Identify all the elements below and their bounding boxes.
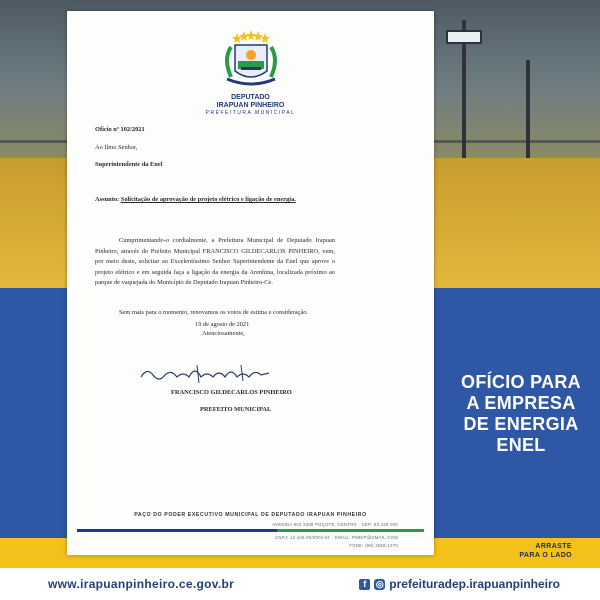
- swipe-hint-line2: PARA O LADO: [519, 552, 572, 559]
- letter-footer-org: PAÇO DO PODER EXECUTIVO MUNICIPAL DE DEPUTADO IRAPUAN PINHEIRO: [134, 512, 367, 518]
- subject: [95, 196, 296, 204]
- letter-date: 19 de agosto de 2021: [195, 321, 250, 328]
- closing-word: Atenciosamente,: [202, 330, 245, 337]
- signature-icon: [137, 363, 277, 385]
- footer-rule-navy: [77, 529, 277, 532]
- letterhead-line1: DEPUTADO: [231, 94, 270, 101]
- social-link[interactable]: [359, 577, 560, 591]
- letterhead-title: [67, 94, 434, 110]
- social-handle: prefeituradep.irapuanpinheiro: [389, 577, 560, 591]
- facebook-icon: f: [359, 579, 370, 590]
- letter-address-line3: FONE: (88) 3558-1270: [349, 543, 398, 548]
- salutation: Ao Ilmo Senhor,: [95, 144, 138, 151]
- oficio-number: Ofício nº 102/2021: [95, 126, 145, 133]
- headline-line: ENEL: [496, 435, 546, 455]
- page-footer: [0, 568, 600, 600]
- headline-line: OFÍCIO PARA: [461, 372, 581, 392]
- letter-address-line2: CNPJ: 12.446.00/0001-91 · EMAIL: PMDIP@GMAIL.COM: [275, 535, 398, 540]
- official-letter: [67, 11, 434, 555]
- headline-line: DE ENERGIA: [463, 414, 579, 434]
- instagram-icon: ◎: [375, 578, 384, 589]
- letterhead-line2: IRAPUAN PINHEIRO: [216, 102, 285, 109]
- municipal-crest-icon: [205, 29, 297, 91]
- swipe-hint-line1: ARRASTE: [535, 543, 572, 550]
- letter-address-line1: AVENIDA 903 2008 POÇOTE, CENTRO · CEP: 63.446.000: [272, 522, 398, 527]
- recipient: Superintendente da Enel: [95, 161, 163, 168]
- closing-paragraph: Sem mais para o momento, renovamos os votos de estima e consideração.: [119, 309, 309, 316]
- signer-name: FRANCISCO GILDECARLOS PINHEIRO: [171, 389, 292, 396]
- body-paragraph: Cumprimentando-o cordialmente, a Prefeitura Municipal de Deputado Irapuan Pinheiro, através do Prefeito Municipal FRANCISCO GILDECARLOS PINHEIRO, vem, por meio deste, solicitar ao Excelentíssimo Senhor Superintendente da Enel que aprove o projeto elétrico e em seguida faça a ligação da energia da Arenhina, localizada próximo ao parque de vaquejada do Município de Deputado Irapuan Pinheiro-Ce.: [95, 237, 335, 286]
- swipe-hint: [519, 542, 572, 560]
- subject-label: Assunto:: [95, 196, 120, 203]
- letterhead-subtitle: PREFEITURA MUNICIPAL: [205, 110, 296, 116]
- signer-title: PREFEITO MUNICIPAL: [200, 406, 272, 413]
- website-link[interactable]: www.irapuanpinheiro.ce.gov.br: [48, 577, 235, 591]
- headline: [446, 372, 596, 456]
- subject-text: Solicitação de aprovação de projeto elétrico e ligação de energia.: [120, 196, 296, 203]
- stadium-light: [446, 30, 482, 44]
- headline-line: A EMPRESA: [466, 393, 576, 413]
